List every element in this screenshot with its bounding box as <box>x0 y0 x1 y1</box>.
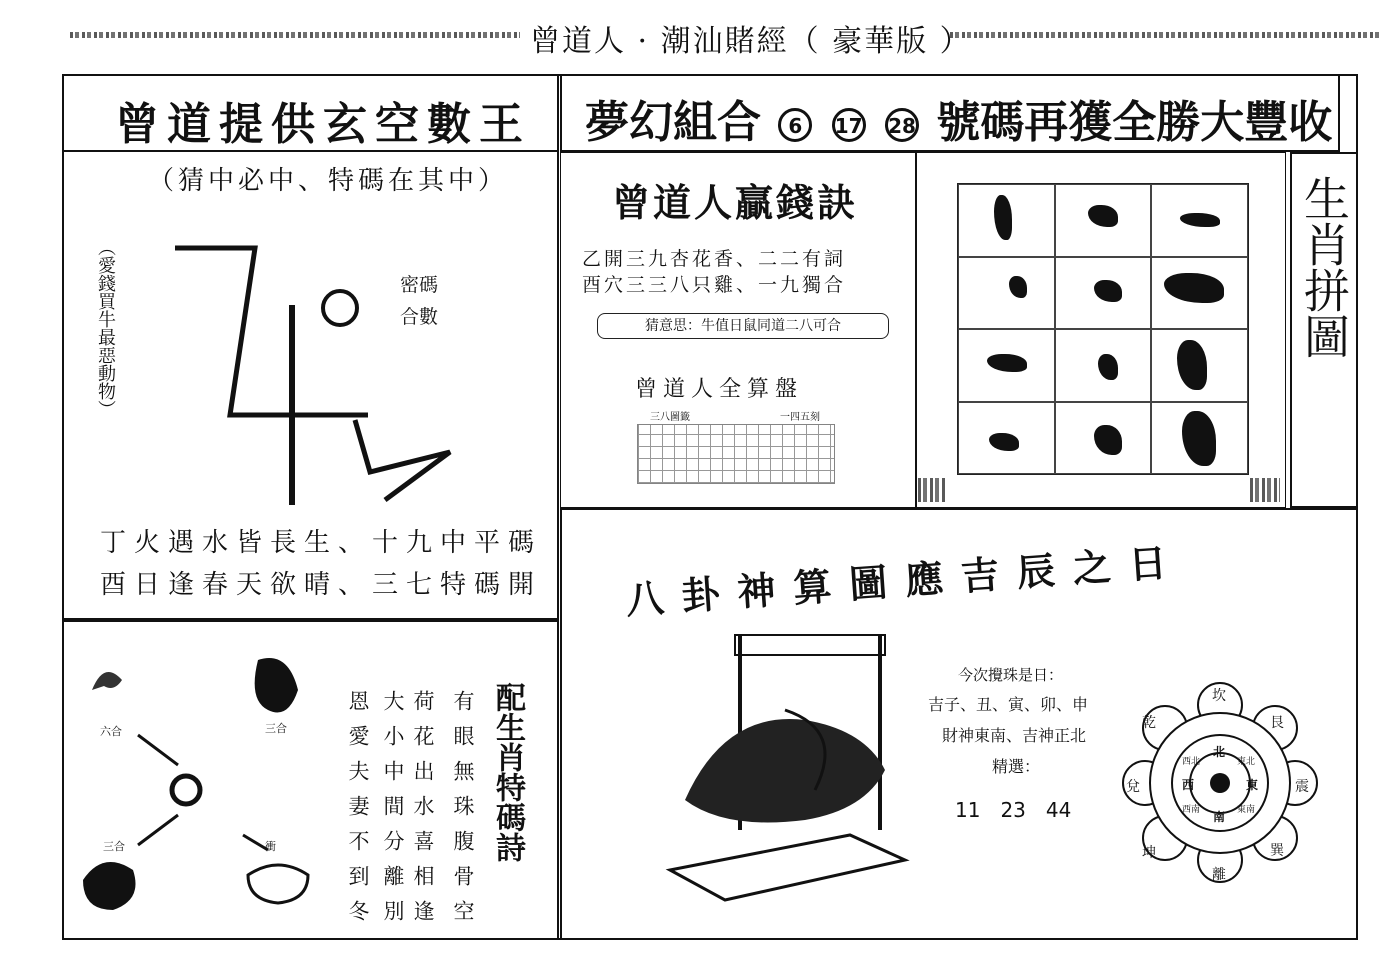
dir-sw: 西南 <box>1182 805 1201 815</box>
ox-icon <box>83 862 136 910</box>
zodiac-cell <box>1055 257 1152 330</box>
animals-poem-col-4: 恩愛夫妻不到冬 <box>346 690 370 935</box>
zodiac-cell <box>1055 402 1152 475</box>
dir-ne: 東北 <box>1237 757 1256 767</box>
monkey-icon <box>92 672 122 690</box>
dir-nw: 西北 <box>1182 757 1201 767</box>
page-title: 曾道人 · 潮汕賭經（ 豪華版 ） <box>530 24 972 59</box>
yin-yang-icon <box>1210 773 1230 793</box>
dir-north: 北 <box>1213 745 1226 759</box>
guess-subtitle: （猜中必中、特碼在其中） <box>148 166 509 196</box>
pavilion-frame <box>735 635 885 655</box>
zodiac-cell <box>1151 257 1248 330</box>
money-line-1: 乙開三九杏花香、二二有詞 <box>582 248 847 270</box>
zodiac-cell <box>1151 329 1248 402</box>
trigram-dui: 兌 <box>1126 779 1140 795</box>
cryptic-stroke-7 <box>175 248 368 415</box>
trigram-gen: 艮 <box>1270 715 1284 731</box>
rooster-icon <box>255 658 298 713</box>
money-hint: 猜意思：牛值日鼠同道二八可合 <box>597 313 889 339</box>
zodiac-title: 生肖拼圖 <box>1297 175 1351 359</box>
horse-rider-icon <box>685 719 885 823</box>
zodiac-cell <box>1055 184 1152 257</box>
dir-se: 東南 <box>1237 805 1256 815</box>
animals-label-3: 三合 <box>103 840 125 853</box>
zodiac-cell <box>1055 329 1152 402</box>
animals-label-2: 三合 <box>265 722 287 735</box>
calc-grid <box>637 424 835 484</box>
code-label-1: 密碼 <box>400 274 439 296</box>
dir-west: 西 <box>1182 778 1195 792</box>
pig-icon <box>248 865 308 903</box>
pick-label: 精選： <box>992 757 1041 776</box>
dir-south: 南 <box>1213 810 1226 824</box>
banner-right: 號碼再獲全勝大豐收 <box>936 97 1333 148</box>
cryptic-stroke-zigzag <box>355 420 450 500</box>
animal-figures <box>78 640 328 930</box>
snake-icon <box>172 776 200 804</box>
guess-poem-line-1: 丁火遇水皆長生、十九中平碼 <box>100 528 543 558</box>
header-noise-left <box>70 32 520 38</box>
money-line-2: 酉穴三三八只雞、一九獨合 <box>582 274 847 296</box>
guess-side-note: （愛錢買牛最惡動物） <box>95 238 116 418</box>
zodiac-cell <box>958 184 1055 257</box>
dir-east: 東 <box>1246 778 1259 792</box>
top-left-title: 曾道提供玄空數王 <box>115 99 531 150</box>
animals-label-4: 衝 <box>265 840 276 853</box>
animals-poem-col-1: 有眼無珠腹骨空 <box>451 690 475 935</box>
guess-poem-line-2: 酉日逢春天欲晴、三七特碼開 <box>100 570 543 600</box>
banner-num-1: 6 <box>778 108 812 142</box>
calc-title: 曾道人全算盤 <box>635 377 804 402</box>
animals-poem-col-2: 荷花出水喜相逢 <box>411 690 435 935</box>
bagua-title: 八卦神算圖應吉辰之日 <box>624 538 1187 623</box>
scan-artifact <box>918 478 946 502</box>
zodiac-cell <box>1151 184 1248 257</box>
platform <box>670 835 905 900</box>
zodiac-grid <box>957 183 1249 475</box>
trigram-qian: 乾 <box>1142 715 1156 731</box>
money-title: 曾道人贏錢訣 <box>612 181 859 225</box>
draw-branches: 吉子、丑、寅、卯、申 <box>928 695 1089 714</box>
pick-numbers: 11 23 44 <box>955 798 1072 822</box>
calc-left-label: 三八圖籤 <box>650 412 690 423</box>
code-label-2: 合數 <box>400 306 439 328</box>
arrow-icon <box>138 735 268 850</box>
trigram-zhen: 震 <box>1295 779 1309 795</box>
banner-num-3: 28 <box>885 108 919 142</box>
animals-poem-col-3: 大小中間分離別 <box>381 690 405 935</box>
bagua-wheel <box>1120 680 1320 885</box>
animals-label-1: 六合 <box>100 725 122 738</box>
header-noise-right <box>950 32 1380 38</box>
draw-label: 今次攪珠是日： <box>958 666 1064 684</box>
trigram-xun: 巽 <box>1270 843 1284 859</box>
banner-left: 夢幻組合 <box>585 97 761 148</box>
trigram-kun: 坤 <box>1142 845 1156 861</box>
zodiac-cell <box>958 402 1055 475</box>
banner <box>585 86 1332 150</box>
calc-right-label: 一四五刻 <box>780 412 820 423</box>
zodiac-cell <box>958 257 1055 330</box>
trigram-li: 離 <box>1212 867 1226 883</box>
scan-artifact <box>1250 478 1280 502</box>
draw-gods: 財神東南、吉神正北 <box>942 726 1087 745</box>
zodiac-cell <box>1151 402 1248 475</box>
banner-num-2: 17 <box>832 108 866 142</box>
animals-vertical-title: 配生肖特碼詩 <box>490 682 525 862</box>
zodiac-cell <box>958 329 1055 402</box>
cryptic-circle <box>323 291 357 325</box>
trigram-kan: 坎 <box>1212 688 1226 704</box>
archer-figure <box>665 630 910 915</box>
